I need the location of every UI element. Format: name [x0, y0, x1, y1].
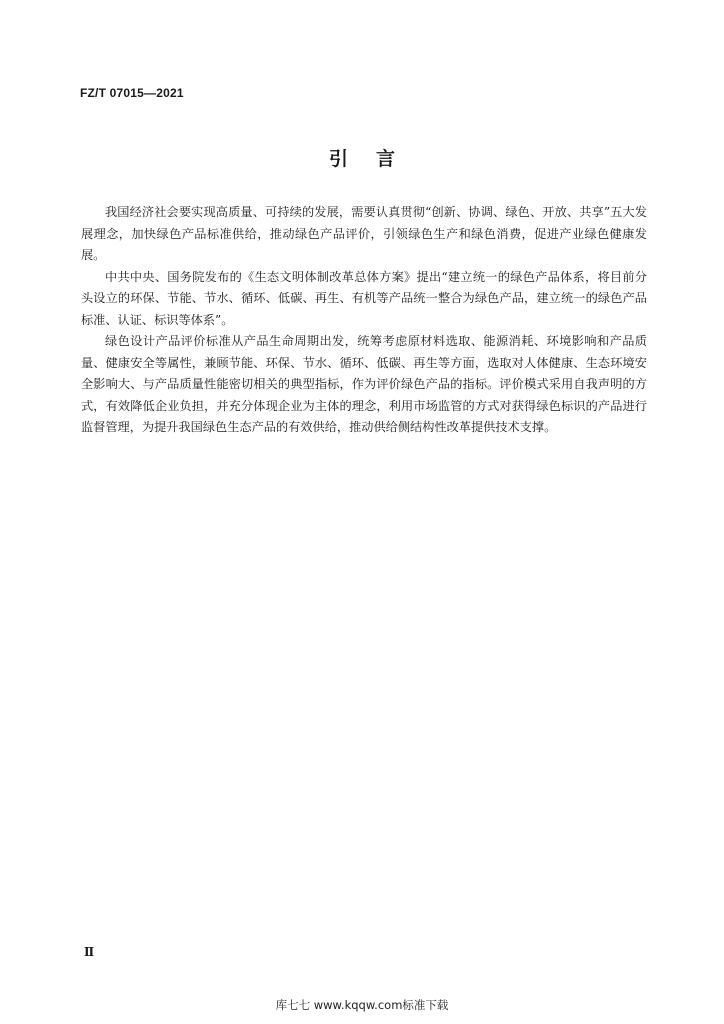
page-number: Ⅱ	[84, 945, 95, 959]
footer-watermark: 库七七 www.kqqw.com标准下载	[275, 998, 449, 1012]
paragraph: 绿色设计产品评价标准从产品生命周期出发，统筹考虑原材料选取、能源消耗、环境影响和产品质量、健康安全等属性，兼顾节能、环保、节水、循环、低碳、再生等方面，选取对人体健康、生态环境安全影响大、与产品质量性能密切相关的典型指标，作为评价绿色产品的指标。评价模式采用自我声明的方式，有效降低企业负担，并充分体现企业为主体的理念，利用市场监管的方式对获得绿色标识的产品进行监督管理，为提升我国绿色生态产品的有效供给，推动供给侧结构性改革提供技术支撑。	[81, 334, 647, 434]
paragraph: 中共中央、国务院发布的《生态文明体制改革总体方案》提出“建立统一的绿色产品体系，将目前分头设立的环保、节能、节水、循环、低碳、再生、有机等产品统一整合为绿色产品，建立统一的绿色产品标准、认证、标识等体系”。	[81, 269, 647, 327]
paragraph: 我国经济社会要实现高质量、可持续的发展，需要认真贯彻“创新、协调、绿色、开放、共享”五大发展理念，加快绿色产品标准供给，推动绿色产品评价，引领绿色生产和绿色消费，促进产业绿色健康发展。	[81, 205, 647, 262]
standard-code: FZ/T 07015—2021	[80, 86, 184, 100]
page-title: 引言	[328, 148, 423, 170]
body-text	[81, 202, 647, 439]
